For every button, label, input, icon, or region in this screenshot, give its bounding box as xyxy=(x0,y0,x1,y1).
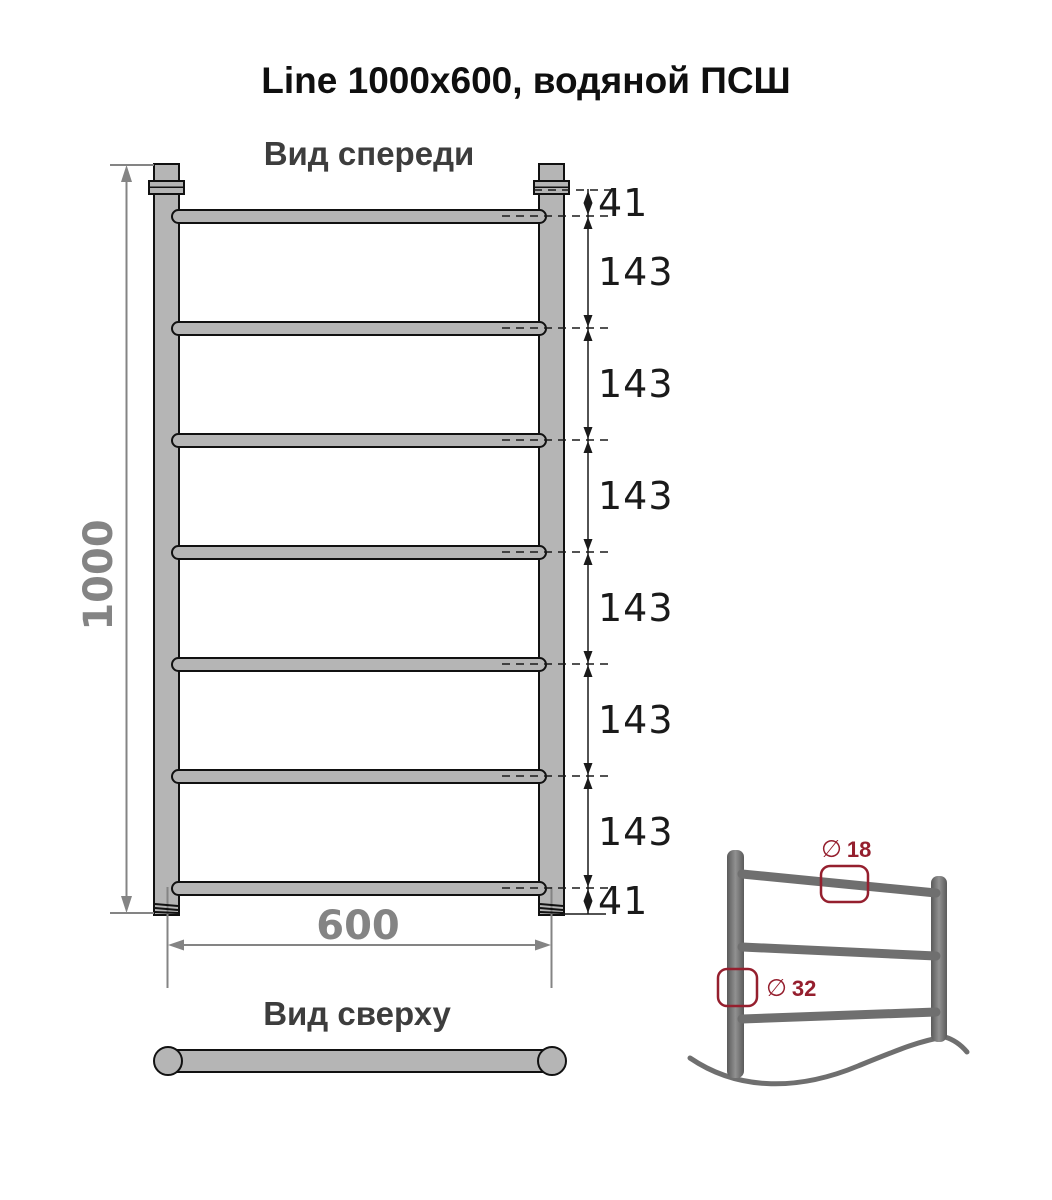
dimension-arrowheads xyxy=(584,191,593,913)
render-right-post xyxy=(931,876,947,1042)
diameter-icon: ∅ xyxy=(821,835,842,863)
front-left-collar xyxy=(148,180,185,195)
render-left-post xyxy=(727,850,744,1078)
rail-diameter-value: 18 xyxy=(846,837,872,862)
front-rung-1 xyxy=(171,209,547,224)
front-rung-6 xyxy=(171,769,547,784)
top-view-tube xyxy=(167,1049,552,1073)
spacing-label-bottom-41: 41 xyxy=(598,879,649,923)
front-right-collar xyxy=(533,180,570,195)
post-diameter-callout-box xyxy=(718,969,757,1006)
rail-diameter-callout-label xyxy=(821,835,871,863)
width-dimension-label: 600 xyxy=(316,903,400,949)
spacing-label-143-2: 143 xyxy=(598,362,674,406)
front-rung-7 xyxy=(171,881,547,896)
render-rail-3 xyxy=(742,1012,936,1019)
top-view-label: Вид сверху xyxy=(263,995,451,1032)
spacing-label-143-1: 143 xyxy=(598,250,674,294)
render-rail-2 xyxy=(742,947,936,956)
front-rung-5 xyxy=(171,657,547,672)
height-dimension-label: 1000 xyxy=(76,519,122,631)
drawing-title: Line 1000x600, водяной ПСШ xyxy=(261,60,791,101)
front-rung-4 xyxy=(171,545,547,560)
render-rail-1 xyxy=(742,874,936,893)
spacing-label-143-5: 143 xyxy=(598,698,674,742)
front-right-post xyxy=(538,163,565,916)
ground-curve xyxy=(690,1037,967,1084)
front-rung-3 xyxy=(171,433,547,448)
front-rung-2 xyxy=(171,321,547,336)
spacing-label-143-4: 143 xyxy=(598,586,674,630)
top-view-right-post-cap xyxy=(537,1046,567,1076)
spacing-label-143-6: 143 xyxy=(598,810,674,854)
front-view-label: Вид спереди xyxy=(263,135,475,172)
post-diameter-callout-label xyxy=(766,974,816,1002)
post-diameter-value: 32 xyxy=(791,976,817,1001)
front-left-post xyxy=(153,163,180,916)
top-view-left-post-cap xyxy=(153,1046,183,1076)
spacing-label-143-3: 143 xyxy=(598,474,674,518)
perspective-render xyxy=(690,850,967,1084)
spacing-label-top-41: 41 xyxy=(598,181,649,225)
rail-diameter-callout-box xyxy=(821,866,868,902)
diameter-icon: ∅ xyxy=(766,974,787,1002)
